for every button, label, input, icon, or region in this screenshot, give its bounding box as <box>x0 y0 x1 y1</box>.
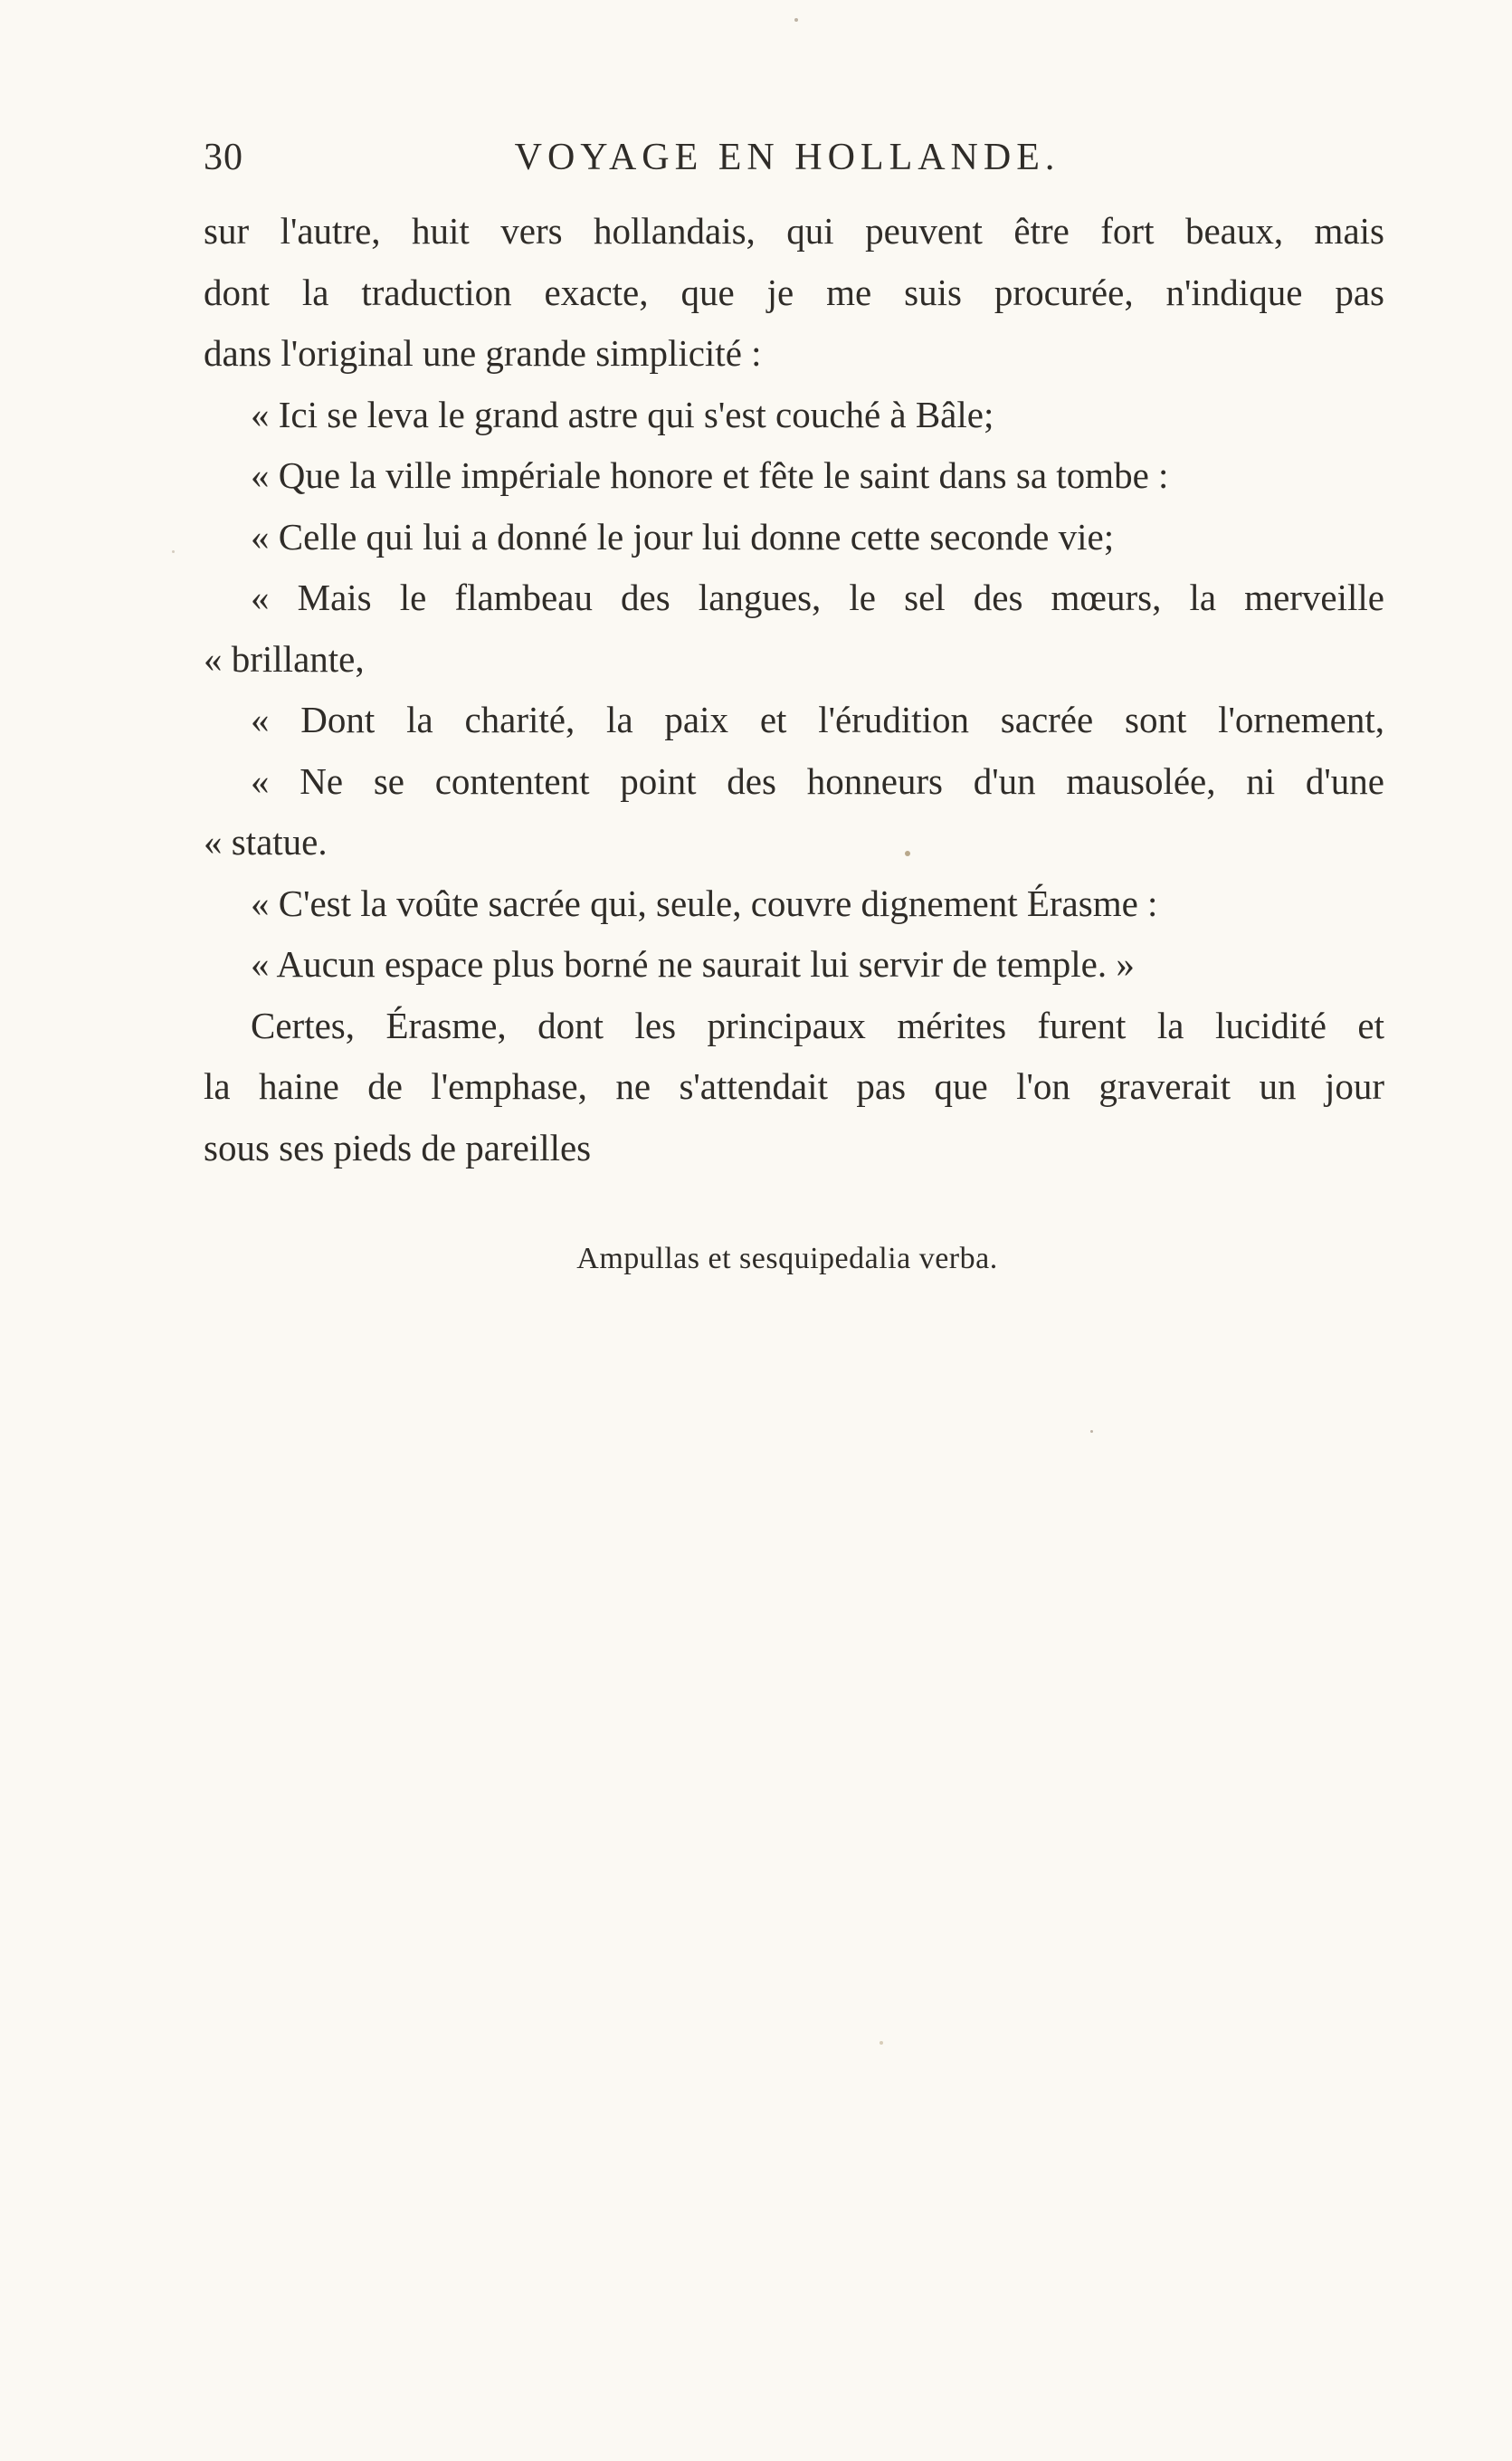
paragraph-first-line: Certes, Érasme, dont les principaux mérites furent la lucidité et <box>251 1004 1384 1046</box>
text-line: la haine de l'emphase, ne s'attendait pas que l'on graverait un jour <box>204 1065 1384 1107</box>
page-number: 30 <box>204 137 243 178</box>
verse-line: « Celle qui lui a donné le jour lui donne cette seconde vie; <box>251 515 1115 558</box>
text-line: sur l'autre, huit vers hollandais, qui peuvent être fort beaux, mais <box>204 210 1384 252</box>
paper-speck <box>880 2041 883 2045</box>
paper-speck <box>905 851 910 856</box>
text-line: dans l'original une grande simplicité : <box>204 332 762 374</box>
body-text <box>204 201 1384 1178</box>
verse-line-continuation: « statue. <box>204 821 328 863</box>
verse-line: « Ne se contentent point des honneurs d'un mausolée, ni d'une <box>251 759 1384 802</box>
verse-line: « Mais le flambeau des langues, le sel des mœurs, la merveille <box>251 577 1384 618</box>
paper-speck <box>172 550 175 553</box>
text-line: sous ses pieds de pareilles <box>204 1126 592 1168</box>
verse-line-continuation: « brillante, <box>204 637 365 680</box>
paper-speck <box>794 18 798 22</box>
verse-line: « C'est la voûte sacrée qui, seule, couvre dignement Érasme : <box>251 882 1158 924</box>
verse-line: « Que la ville impériale honore et fête le saint dans sa tombe : <box>251 454 1169 496</box>
verse-line: « Dont la charité, la paix et l'érudition sacrée sont l'ornement, <box>251 699 1384 740</box>
text-line: dont la traduction exacte, que je me suis procurée, n'indique pas <box>204 271 1384 313</box>
verse-line: « Aucun espace plus borné ne saurait lui servir de temple. » <box>251 943 1135 985</box>
latin-quote: Ampullas et sesquipedalia verba. <box>576 1242 998 1275</box>
paper-speck <box>1090 1430 1093 1433</box>
verse-line: « Ici se leva le grand astre qui s'est couché à Bâle; <box>251 393 994 435</box>
page-header <box>204 136 1371 190</box>
running-title: VOYAGE EN HOLLANDE. <box>514 137 1060 178</box>
